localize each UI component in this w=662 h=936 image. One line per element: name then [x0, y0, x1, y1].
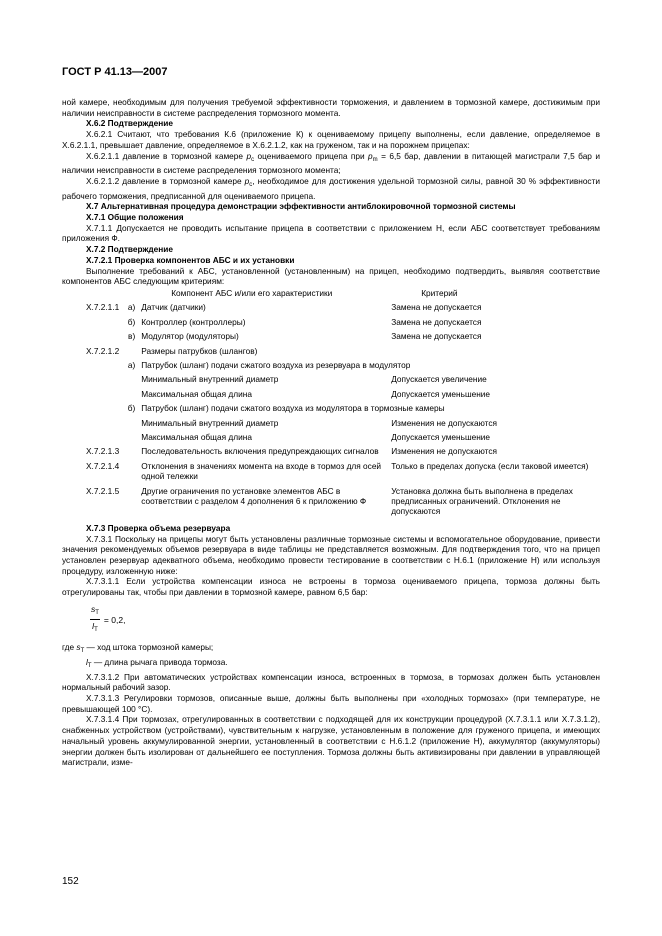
text: — длина рычага привода тормоза. — [91, 656, 228, 667]
criterion-cell: Изменения не допускаются — [391, 446, 497, 457]
table-row — [62, 403, 600, 417]
row-letter: в) — [128, 331, 136, 342]
table-row — [62, 360, 600, 374]
row-letter — [119, 418, 141, 432]
component-cell: Отклонения в значениях момента на входе в тормоз для осей одной тележки — [141, 460, 382, 482]
row-letter — [119, 486, 141, 521]
row-letter: а) — [127, 359, 136, 370]
criteria-table — [62, 288, 600, 521]
column-header: Критерий — [421, 287, 458, 298]
row-letter — [119, 374, 141, 388]
paragraph — [62, 657, 600, 672]
component-cell: Другие ограничения по установке элементов АБС в соответствии с разделом 4 дополнения 6 к приложению Ф — [141, 485, 367, 507]
symbol: s — [91, 603, 96, 614]
symbol: p — [246, 150, 252, 161]
component-cell: Минимальный внутренний диаметр — [141, 374, 279, 385]
criterion-cell: Только в пределах допуска (если таковой имеется) — [391, 460, 589, 471]
row-number: Х.7.2.1.1 — [86, 302, 120, 313]
criterion-cell: Допускается уменьшение — [391, 388, 491, 399]
criterion-cell — [391, 346, 600, 360]
symbol: s — [76, 642, 81, 653]
criterion-cell: Допускается уменьшение — [391, 432, 491, 443]
paragraph — [62, 151, 600, 176]
row-number — [62, 331, 119, 345]
row-letter — [119, 432, 141, 446]
criterion-cell: Установка должна быть выполнена в пределах предписанных ограничений. Отклонения не допускаются — [391, 485, 573, 517]
section-heading: Х.7 Альтернативная процедура демонстрации эффективности антиблокировочной тормозной системы — [86, 201, 516, 212]
subscript: T — [94, 627, 98, 634]
table-row — [62, 486, 600, 521]
paragraph — [62, 642, 600, 657]
paragraph: Х.7.3.1.4 При тормозах, отрегулированных в соответствии с подходящей для их конструкции процедурой (Х.7.3.1.1 или Х.7.3.1.2), снабженных устройством (устройствами), чувствительным к нагрузке, установленным в положение для груженого прицепа, и имеющих начальный уровень аккумулированной энергии, установленный в соответствии с Н.6.1.2 (приложение Н), аккумулятор (аккумуляторы) энергии должен быть изолирован от дальнейшего ее поступления. Тормоза должны быть активизированы при давлении в управляющей магистрали, изме- — [62, 714, 600, 768]
component-cell: Максимальная общая длина — [141, 388, 252, 399]
row-number — [62, 403, 119, 417]
component-cell: Последовательность включения предупреждающих сигналов — [141, 446, 379, 457]
criterion-cell: Изменения не допускаются — [391, 417, 497, 428]
symbol: p — [244, 175, 250, 186]
criterion-cell: Замена не допускается — [391, 316, 482, 327]
table-row — [62, 389, 600, 403]
subscript: c — [251, 156, 255, 163]
formula — [90, 604, 600, 636]
text: , необходимое для достижения удельной тормозной силы, равной 30 % эффективности рабочего торможения, предписанной для оцениваемого прицепа. — [62, 175, 601, 201]
paragraph: ной камере, необходимым для получения требуемой эффективности торможения, и давлением в тормозной камере, достижимым при наличии неисправности в системе распределения тормозного момента. — [62, 97, 600, 118]
text: = 6,5 бар, давлении в питающей магистрали 7,5 бар и наличии неисправности в системе распределения тормозного момента; — [62, 150, 600, 176]
subscript: T — [87, 662, 92, 669]
paragraph: Х.7.3.1 Поскольку на прицепы могут быть установлены различные тормозные системы и вспомогательное оборудование, привести значения рекомендуемых объемов резервуара в виде таблицы не представляется возможным. Для подтверждения того, что на прицеп установлен резервуар адекватного объема, необходимо провести тестирование в соответствии с Н.6.1 (приложение Н) или используя процедуру, изложенную ниже: — [62, 533, 600, 576]
subscript: m — [372, 156, 378, 163]
row-number: Х.7.2.1.2 — [86, 345, 120, 356]
subscript: T — [95, 609, 99, 616]
formula-value: = 0,2, — [103, 614, 126, 625]
component-cell: Максимальная общая длина — [141, 432, 252, 443]
paragraph: Х.7.3.1.2 При автоматических устройствах компенсации износа, встроенных в тормоза, в тормозах должен быть установлен нормальный рабочий зазор. — [62, 671, 600, 693]
table-row — [62, 317, 600, 331]
section-heading: Х.7.2.1 Проверка компонентов АБС и их установки — [86, 254, 295, 265]
table-row — [62, 418, 600, 432]
column-header: Компонент АБС и/или его характеристики — [171, 287, 333, 298]
section-heading: Х.6.2 Подтверждение — [86, 118, 173, 129]
section-heading: Х.7.2 Подтверждение — [86, 244, 173, 255]
fraction — [90, 604, 100, 636]
paragraph: Х.6.2.1 Считают, что требования К.6 (приложение К) к оцениваемому прицепу выполнены, если давление, определяемое в Х.6.2.1.1, превышает давление, определяемое в Х.6.2.1.2, как на груженом, так и на порожнем прицепах: — [62, 129, 600, 150]
table-row — [62, 331, 600, 345]
component-cell: Патрубок (шланг) подачи сжатого воздуха из модулятора в тормозные камеры — [141, 403, 445, 414]
symbol: l — [86, 656, 88, 667]
row-letter: а) — [127, 302, 136, 313]
criterion-cell: Допускается увеличение — [391, 374, 487, 385]
row-letter — [119, 446, 141, 460]
table-row — [62, 374, 600, 388]
paragraph: Х.7.1.1 Допускается не проводить испытание прицепа в соответствии с приложением Н, если АБС соответствует требованиям приложения Ф. — [62, 222, 600, 244]
row-letter: б) — [127, 316, 136, 327]
text: Х.6.2.1.2 давление в тормозной камере — [86, 175, 245, 186]
row-number: Х.7.2.1.4 — [86, 460, 120, 471]
page-number: 152 — [62, 876, 79, 887]
row-letter — [119, 389, 141, 403]
criterion-cell: Замена не допускается — [391, 331, 482, 342]
table-row — [62, 461, 600, 486]
document-body — [62, 97, 600, 768]
row-number — [62, 317, 119, 331]
text: где — [62, 642, 77, 653]
section-heading: Х.7.3 Проверка объема резервуара — [86, 522, 231, 533]
symbol: p — [368, 150, 373, 161]
row-number — [62, 374, 119, 388]
table-row — [62, 302, 600, 316]
text: оцениваемого прицепа при — [254, 150, 369, 161]
row-number: Х.7.2.1.5 — [86, 485, 120, 496]
component-cell: Модулятор (модуляторы) — [141, 331, 239, 342]
component-cell: Контроллер (контроллеры) — [141, 316, 246, 327]
component-cell: Датчик (датчики) — [141, 302, 206, 313]
row-number — [62, 389, 119, 403]
row-letter — [119, 461, 141, 486]
component-cell: Минимальный внутренний диаметр — [141, 417, 279, 428]
row-number: Х.7.2.1.3 — [86, 446, 120, 457]
section-heading: Х.7.1 Общие положения — [86, 212, 184, 223]
text: Х.6.2.1.1 давление в тормозной камере — [86, 150, 247, 161]
symbol: l — [92, 621, 95, 632]
subscript: c — [249, 181, 253, 188]
text: — ход штока тормозной камеры; — [84, 642, 214, 653]
paragraph — [62, 176, 600, 201]
row-letter — [119, 346, 141, 360]
document-header: ГОСТ Р 41.13—2007 — [62, 66, 168, 78]
paragraph: Выполнение требований к АБС, установленной (установленным) на прицеп, необходимо подтвердить, выявляя соответствие компонентов АБС следующим критериям: — [62, 265, 600, 287]
row-number — [62, 360, 119, 374]
table-header-row — [62, 288, 600, 302]
subscript: T — [80, 648, 85, 655]
component-cell: Патрубок (шланг) подачи сжатого воздуха из резервуара в модулятор — [141, 359, 411, 370]
table-row — [62, 346, 600, 360]
paragraph: Х.7.3.1.1 Если устройства компенсации износа не встроены в тормоза оцениваемого прицепа, тормоза должны быть отрегулированы так, чтобы при давлении в тормозной камере, равном 6,5 бар: — [62, 576, 600, 598]
criterion-cell: Замена не допускается — [391, 302, 482, 313]
component-cell: Размеры патрубков (шлангов) — [141, 345, 258, 356]
row-number — [62, 432, 119, 446]
table-row — [62, 446, 600, 460]
row-letter: б) — [127, 403, 136, 414]
paragraph: Х.7.3.1.3 Регулировки тормозов, описанные выше, должны быть выполнены при «холодных тормозах» (при температуре, не превышающей 100 °С). — [62, 693, 600, 714]
table-row — [62, 432, 600, 446]
row-number — [62, 418, 119, 432]
